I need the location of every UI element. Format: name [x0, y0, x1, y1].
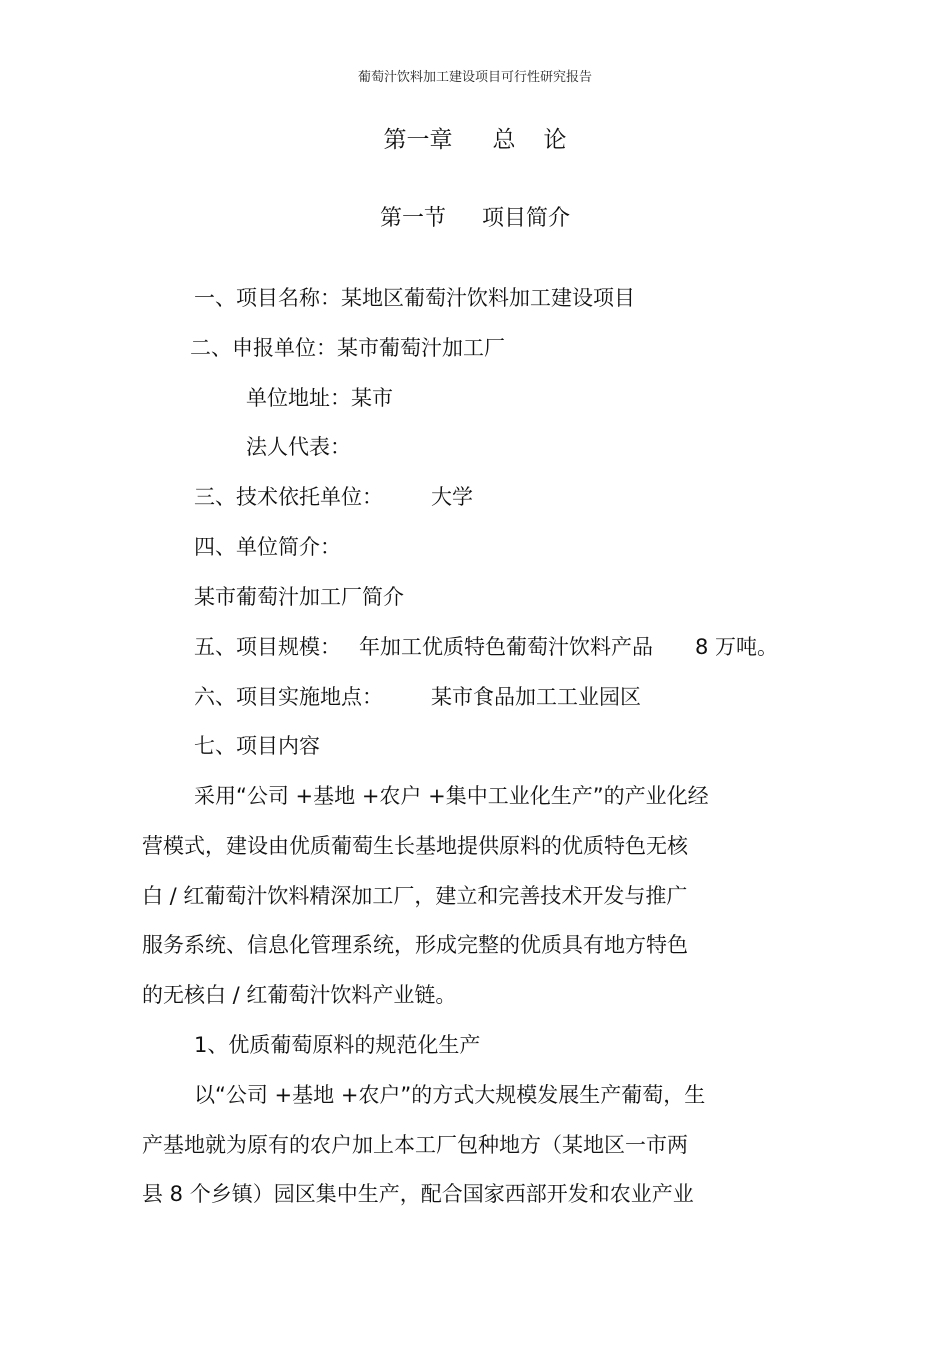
item-applicant: 二、申报单位：某市葡萄汁加工厂 — [190, 336, 505, 360]
item-scale — [194, 634, 778, 660]
scale-value: 年加工优质特色葡萄汁饮料产品 — [359, 635, 653, 659]
item-unit-intro: 四、单位简介： — [194, 535, 341, 559]
para1-line-2: 营模式，建设由优质葡萄生长基地提供原料的优质特色无核 — [142, 834, 688, 858]
scale-label: 五、项目规模： — [194, 635, 341, 659]
chapter-title-2: 论 — [543, 127, 567, 153]
item-legal-rep: 法人代表： — [246, 435, 351, 459]
item-content: 七、项目内容 — [194, 734, 320, 758]
item-location — [194, 684, 641, 710]
tech-support-value: 大学 — [431, 485, 473, 509]
para1-line-3: 白 / 红葡萄汁饮料精深加工厂，建立和完善技术开发与推广 — [142, 884, 688, 908]
para1-line-5: 的无核白 / 红葡萄汁饮料产业链。 — [142, 983, 457, 1007]
unit-intro-text: 某市葡萄汁加工厂简介 — [194, 585, 404, 609]
scale-amount: 8 万吨。 — [695, 635, 779, 659]
tech-support-label: 三、技术依托单位： — [194, 485, 383, 509]
section-title: 项目简介 — [482, 206, 571, 231]
item-tech-support — [194, 484, 473, 510]
subheading-1: 1、优质葡萄原料的规范化生产 — [194, 1033, 481, 1057]
para2-line-3: 县 8 个乡镇）园区集中生产，配合国家西部开发和农业产业 — [142, 1182, 694, 1206]
section-heading — [0, 205, 950, 233]
section-number: 第一节 — [379, 206, 446, 231]
para2-line-1: 以“公司 +基地 +农户”的方式大规模发展生产葡萄，生 — [194, 1083, 706, 1107]
item-address: 单位地址：某市 — [246, 386, 393, 410]
para1-line-4: 服务系统、信息化管理系统，形成完整的优质具有地方特色 — [142, 933, 688, 957]
chapter-number: 第一章 — [383, 127, 453, 153]
location-label: 六、项目实施地点： — [194, 685, 383, 709]
running-header: 葡萄汁饮料加工建设项目可行性研究报告 — [357, 70, 592, 85]
location-value: 某市食品加工工业园区 — [431, 685, 641, 709]
para1-line-1: 采用“公司 +基地 +农户 +集中工业化生产”的产业化经 — [194, 784, 709, 808]
chapter-heading — [0, 126, 950, 154]
item-project-name: 一、项目名称：某地区葡萄汁饮料加工建设项目 — [194, 286, 635, 310]
para2-line-2: 产基地就为原有的农户加上本工厂包种地方（某地区一市两 — [142, 1133, 688, 1157]
chapter-title-1: 总 — [492, 127, 516, 153]
